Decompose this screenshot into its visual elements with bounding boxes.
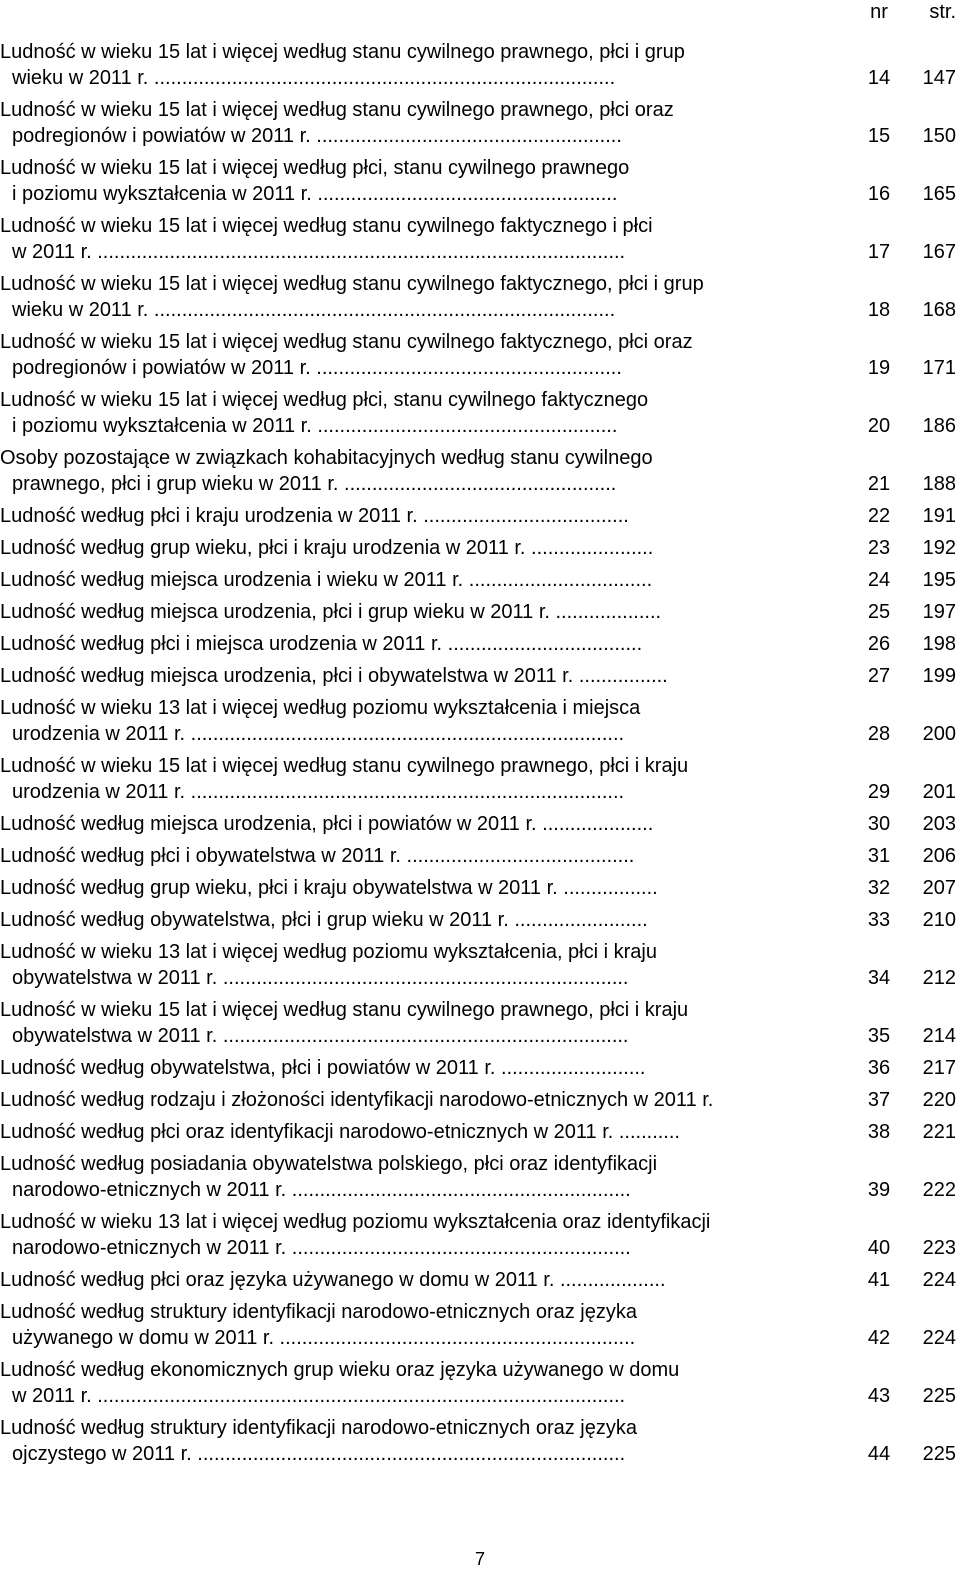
toc-entry-number: 26 bbox=[867, 633, 891, 655]
toc-entry[interactable] bbox=[0, 1055, 960, 1082]
toc-entry-page: 210 bbox=[922, 909, 956, 931]
toc-entry-line: urodzenia w 2011 r. .............................................................................. bbox=[12, 723, 625, 745]
toc-entry-line: Ludność według struktury identyfikacji narodowo-etnicznych oraz języka bbox=[0, 1301, 637, 1323]
toc-entry-number: 37 bbox=[867, 1089, 891, 1111]
toc-entry-line: używanego w domu w 2011 r. ................................................................ bbox=[12, 1327, 636, 1349]
toc-entry[interactable] bbox=[0, 1415, 960, 1468]
toc-entry-page: 201 bbox=[922, 781, 956, 803]
page-footer bbox=[0, 1548, 960, 1570]
toc-entry-title bbox=[0, 753, 850, 806]
column-header-str: str. bbox=[929, 1, 956, 23]
toc-entry[interactable] bbox=[0, 907, 960, 934]
toc-entry[interactable] bbox=[0, 843, 960, 870]
toc-entry-title bbox=[0, 875, 850, 902]
toc-entry-line: Ludność według posiadania obywatelstwa polskiego, płci oraz identyfikacji bbox=[0, 1153, 658, 1175]
toc-entry-line: Ludność według rodzaju i złożoności identyfikacji narodowo-etnicznych w 2011 r. bbox=[0, 1089, 714, 1111]
toc-entry-line: prawnego, płci i grup wieku w 2011 r. ................................................. bbox=[12, 473, 617, 495]
toc-entry-title bbox=[0, 1087, 850, 1114]
toc-entry-page: 188 bbox=[922, 473, 956, 495]
toc-entry-page: 198 bbox=[922, 633, 956, 655]
toc-entry[interactable] bbox=[0, 599, 960, 626]
toc-entry-line: Ludność w wieku 15 lat i więcej według płci, stanu cywilnego prawnego bbox=[0, 157, 630, 179]
toc-entry[interactable] bbox=[0, 567, 960, 594]
toc-entry-page: 221 bbox=[922, 1121, 956, 1143]
toc-entry-page: 203 bbox=[922, 813, 956, 835]
toc-entry-page: 223 bbox=[922, 1237, 956, 1259]
toc-entry-title bbox=[0, 1299, 850, 1352]
toc-entry[interactable] bbox=[0, 1357, 960, 1410]
toc-entry-number: 38 bbox=[867, 1121, 891, 1143]
toc-entry-page: 225 bbox=[922, 1443, 956, 1465]
toc-entry-line: Ludność według płci i kraju urodzenia w 2011 r. ..................................... bbox=[0, 505, 629, 527]
toc-entry-line: Ludność według struktury identyfikacji narodowo-etnicznych oraz języka bbox=[0, 1417, 637, 1439]
toc-entry-line: Ludność według grup wieku, płci i kraju obywatelstwa w 2011 r. ................. bbox=[0, 877, 658, 899]
toc-entry-line: Ludność w wieku 15 lat i więcej według stanu cywilnego faktycznego i płci bbox=[0, 215, 653, 237]
toc-entry-title bbox=[0, 329, 850, 382]
toc-entry-page: 168 bbox=[922, 299, 956, 321]
toc-entry-title bbox=[0, 1055, 850, 1082]
toc-entry[interactable] bbox=[0, 631, 960, 658]
toc-entry[interactable] bbox=[0, 329, 960, 382]
toc-entry-page: 206 bbox=[922, 845, 956, 867]
toc-entry-number: 21 bbox=[867, 473, 891, 495]
toc-entry-number: 22 bbox=[867, 505, 891, 527]
toc-entry-page: 186 bbox=[922, 415, 956, 437]
toc-entry-page: 212 bbox=[922, 967, 956, 989]
toc-entry-number: 32 bbox=[867, 877, 891, 899]
toc-entry-line: w 2011 r. ............................................................................................... bbox=[12, 241, 626, 263]
page-number: 7 bbox=[474, 1549, 485, 1569]
toc-entry[interactable] bbox=[0, 1209, 960, 1262]
toc-entry[interactable] bbox=[0, 997, 960, 1050]
toc-entry-title bbox=[0, 1119, 850, 1146]
column-header-nr: nr bbox=[870, 1, 888, 23]
toc-entry-line: Osoby pozostające w związkach kohabitacyjnych według stanu cywilnego bbox=[0, 447, 653, 469]
toc-entry-line: Ludność według miejsca urodzenia, płci i grup wieku w 2011 r. ................... bbox=[0, 601, 662, 623]
toc-entry-line: Ludność w wieku 13 lat i więcej według poziomu wykształcenia, płci i kraju bbox=[0, 941, 657, 963]
toc-entry-line: Ludność w wieku 15 lat i więcej według stanu cywilnego faktycznego, płci oraz bbox=[0, 331, 693, 353]
toc-entry-number: 23 bbox=[867, 537, 891, 559]
toc-entry-page: 225 bbox=[922, 1385, 956, 1407]
toc-entry-line: Ludność w wieku 15 lat i więcej według stanu cywilnego prawnego, płci oraz bbox=[0, 99, 674, 121]
toc-entry-title bbox=[0, 1209, 850, 1262]
toc-entry-page: 214 bbox=[922, 1025, 956, 1047]
toc-entry[interactable] bbox=[0, 753, 960, 806]
toc-entry-title bbox=[0, 695, 850, 748]
toc-entry[interactable] bbox=[0, 663, 960, 690]
toc-entry-number: 24 bbox=[867, 569, 891, 591]
toc-entry-line: Ludność w wieku 13 lat i więcej według poziomu wykształcenia i miejsca bbox=[0, 697, 641, 719]
toc-entry[interactable] bbox=[0, 155, 960, 208]
toc-entry-line: narodowo-etnicznych w 2011 r. ............................................................. bbox=[12, 1179, 631, 1201]
toc-entry[interactable] bbox=[0, 939, 960, 992]
toc-entry-line: podregionów i powiatów w 2011 r. ....................................................... bbox=[12, 357, 622, 379]
toc-entry-page: 150 bbox=[922, 125, 956, 147]
toc-entry-line: Ludność według miejsca urodzenia i wieku w 2011 r. ................................. bbox=[0, 569, 653, 591]
toc-entry-line: Ludność według płci i miejsca urodzenia w 2011 r. ................................... bbox=[0, 633, 643, 655]
toc-entry-page: 171 bbox=[922, 357, 956, 379]
toc-entry-title bbox=[0, 445, 850, 498]
toc-entry-page: 220 bbox=[922, 1089, 956, 1111]
toc-entry-title bbox=[0, 907, 850, 934]
toc-entry-line: Ludność według obywatelstwa, płci i powiatów w 2011 r. .......................... bbox=[0, 1057, 646, 1079]
toc-entry[interactable] bbox=[0, 1299, 960, 1352]
toc-entry-number: 39 bbox=[867, 1179, 891, 1201]
toc-entry-page: 147 bbox=[922, 67, 956, 89]
toc-entry-number: 25 bbox=[867, 601, 891, 623]
toc-entry-page: 165 bbox=[922, 183, 956, 205]
toc-entry-number: 40 bbox=[867, 1237, 891, 1259]
toc-entry-title bbox=[0, 567, 850, 594]
toc-entry-number: 16 bbox=[867, 183, 891, 205]
toc-entry-line: Ludność w wieku 15 lat i więcej według stanu cywilnego prawnego, płci i grup bbox=[0, 41, 685, 63]
toc-entry-number: 15 bbox=[867, 125, 891, 147]
toc-entry-page: 200 bbox=[922, 723, 956, 745]
toc-entry-number: 17 bbox=[867, 241, 891, 263]
toc-entry-line: Ludność według ekonomicznych grup wieku oraz języka używanego w domu bbox=[0, 1359, 680, 1381]
toc-entry-page: 167 bbox=[922, 241, 956, 263]
toc-entry-line: Ludność w wieku 15 lat i więcej według stanu cywilnego prawnego, płci i kraju bbox=[0, 755, 689, 777]
toc-entry-title bbox=[0, 535, 850, 562]
toc-entry-title bbox=[0, 663, 850, 690]
toc-entry-number: 31 bbox=[867, 845, 891, 867]
toc-entry-line: Ludność według płci i obywatelstwa w 2011 r. ......................................... bbox=[0, 845, 635, 867]
toc-entry-title bbox=[0, 213, 850, 266]
toc-entry-line: Ludność według grup wieku, płci i kraju urodzenia w 2011 r. ...................... bbox=[0, 537, 654, 559]
toc-entry-page: 224 bbox=[922, 1269, 956, 1291]
toc-entry-page: 217 bbox=[922, 1057, 956, 1079]
toc-entry[interactable] bbox=[0, 1267, 960, 1294]
toc-entry-title bbox=[0, 843, 850, 870]
toc-entry-title bbox=[0, 997, 850, 1050]
toc-entry[interactable] bbox=[0, 503, 960, 530]
toc-entry-line: Ludność według płci oraz identyfikacji narodowo-etnicznych w 2011 r. ........... bbox=[0, 1121, 680, 1143]
toc-entry-title bbox=[0, 503, 850, 530]
toc-entry-page: 222 bbox=[922, 1179, 956, 1201]
toc-entry-page: 207 bbox=[922, 877, 956, 899]
toc-entry-number: 29 bbox=[867, 781, 891, 803]
toc-entry-number: 20 bbox=[867, 415, 891, 437]
toc-entry-line: i poziomu wykształcenia w 2011 r. ...................................................... bbox=[12, 415, 618, 437]
toc-entry-page: 195 bbox=[922, 569, 956, 591]
toc-entry-title bbox=[0, 1357, 850, 1410]
toc-entry-number: 33 bbox=[867, 909, 891, 931]
toc-entry[interactable] bbox=[0, 213, 960, 266]
toc-entry-number: 34 bbox=[867, 967, 891, 989]
toc-entry-page: 199 bbox=[922, 665, 956, 687]
toc-entry-line: wieku w 2011 r. ................................................................................... bbox=[12, 67, 616, 89]
toc-entry-page: 191 bbox=[922, 505, 956, 527]
toc-entry-page: 197 bbox=[922, 601, 956, 623]
toc-entry-title bbox=[0, 271, 850, 324]
toc-entry-line: i poziomu wykształcenia w 2011 r. ...................................................... bbox=[12, 183, 618, 205]
toc-entry-number: 42 bbox=[867, 1327, 891, 1349]
toc-entry-title bbox=[0, 1415, 850, 1468]
toc-entry-number: 19 bbox=[867, 357, 891, 379]
toc-entry-number: 28 bbox=[867, 723, 891, 745]
toc-entry-line: Ludność według miejsca urodzenia, płci i powiatów w 2011 r. .................... bbox=[0, 813, 654, 835]
toc-entry[interactable] bbox=[0, 811, 960, 838]
toc-entry[interactable] bbox=[0, 271, 960, 324]
toc-entry-line: wieku w 2011 r. ................................................................................... bbox=[12, 299, 616, 321]
toc-entry-title bbox=[0, 1151, 850, 1204]
toc-entry[interactable] bbox=[0, 39, 960, 92]
toc-entry-title bbox=[0, 631, 850, 658]
toc-entry-number: 18 bbox=[867, 299, 891, 321]
toc-entry-line: Ludność w wieku 13 lat i więcej według poziomu wykształcenia oraz identyfikacji bbox=[0, 1211, 711, 1233]
toc-entry-number: 36 bbox=[867, 1057, 891, 1079]
toc-entry-line: obywatelstwa w 2011 r. ......................................................................... bbox=[12, 1025, 629, 1047]
toc-entry-title bbox=[0, 387, 850, 440]
toc-entry-line: Ludność w wieku 15 lat i więcej według stanu cywilnego faktycznego, płci i grup bbox=[0, 273, 704, 295]
toc-entry-title bbox=[0, 97, 850, 150]
toc-entry-number: 27 bbox=[867, 665, 891, 687]
toc-entry[interactable] bbox=[0, 875, 960, 902]
toc-entry-line: ojczystego w 2011 r. ............................................................................. bbox=[12, 1443, 626, 1465]
toc-entry-number: 41 bbox=[867, 1269, 891, 1291]
toc-entry[interactable] bbox=[0, 535, 960, 562]
toc-entry-line: narodowo-etnicznych w 2011 r. ............................................................. bbox=[12, 1237, 631, 1259]
toc-entry-line: podregionów i powiatów w 2011 r. ....................................................... bbox=[12, 125, 622, 147]
toc-entry-page: 224 bbox=[922, 1327, 956, 1349]
toc-entry-line: urodzenia w 2011 r. .............................................................................. bbox=[12, 781, 625, 803]
toc-entry-number: 30 bbox=[867, 813, 891, 835]
toc-entry-title bbox=[0, 155, 850, 208]
toc-entry-title bbox=[0, 1267, 850, 1294]
toc-entry-line: Ludność w wieku 15 lat i więcej według stanu cywilnego prawnego, płci i kraju bbox=[0, 999, 689, 1021]
toc-entry-title bbox=[0, 939, 850, 992]
toc-entry-line: Ludność według miejsca urodzenia, płci i obywatelstwa w 2011 r. ................ bbox=[0, 665, 668, 687]
column-headers bbox=[0, 0, 960, 24]
toc-entry-number: 44 bbox=[867, 1443, 891, 1465]
toc-entry-line: obywatelstwa w 2011 r. ......................................................................... bbox=[12, 967, 629, 989]
toc-entry[interactable] bbox=[0, 695, 960, 748]
toc-entry-line: Ludność według obywatelstwa, płci i grup wieku w 2011 r. ........................ bbox=[0, 909, 648, 931]
toc-entry-line: w 2011 r. ............................................................................................... bbox=[12, 1385, 626, 1407]
toc-entry-title bbox=[0, 39, 850, 92]
toc-entry[interactable] bbox=[0, 445, 960, 498]
toc-entry[interactable] bbox=[0, 387, 960, 440]
toc-entry[interactable] bbox=[0, 1151, 960, 1204]
toc-entry[interactable] bbox=[0, 97, 960, 150]
toc-entry-line: Ludność według płci oraz języka używanego w domu w 2011 r. ................... bbox=[0, 1269, 666, 1291]
toc-entry-title bbox=[0, 811, 850, 838]
table-of-contents bbox=[0, 39, 960, 1473]
toc-entry-number: 14 bbox=[867, 67, 891, 89]
toc-entry-number: 35 bbox=[867, 1025, 891, 1047]
toc-entry-title bbox=[0, 599, 850, 626]
toc-entry-page: 192 bbox=[922, 537, 956, 559]
toc-entry[interactable] bbox=[0, 1087, 960, 1114]
toc-entry-number: 43 bbox=[867, 1385, 891, 1407]
toc-entry-line: Ludność w wieku 15 lat i więcej według płci, stanu cywilnego faktycznego bbox=[0, 389, 649, 411]
toc-entry[interactable] bbox=[0, 1119, 960, 1146]
